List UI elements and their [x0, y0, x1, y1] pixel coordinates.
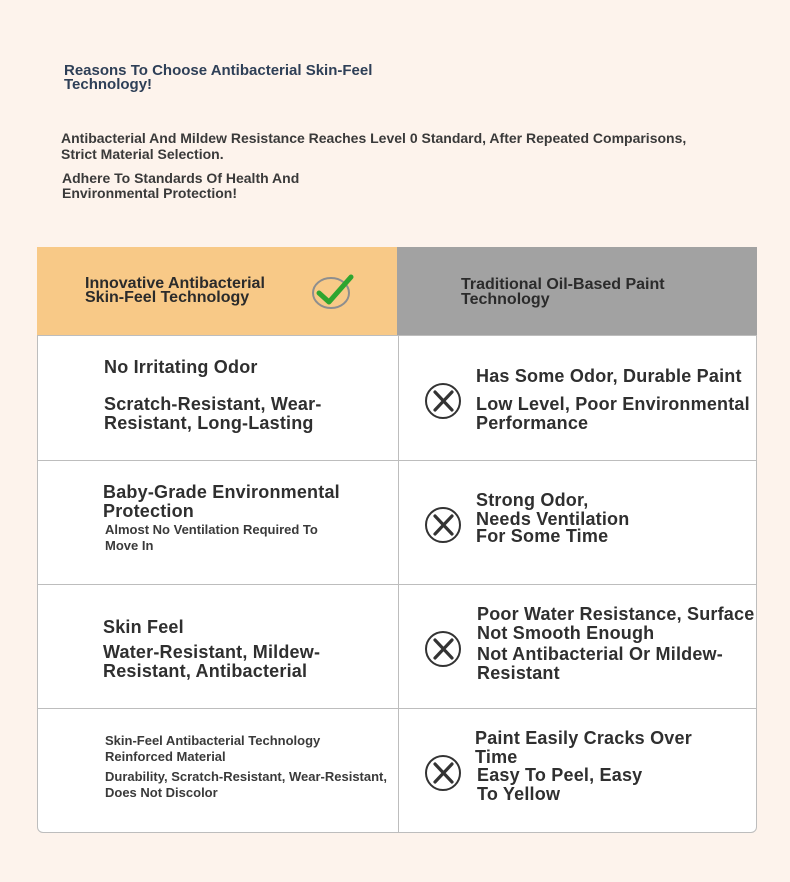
row-2-right-detail: For Some Time: [476, 526, 609, 546]
row-1-right-detail: Low Level, Poor Environmental Performance: [476, 394, 750, 433]
cross-circle-icon: [424, 506, 462, 544]
checkmark-icon: [310, 271, 356, 311]
row-4-left-title: Skin-Feel Antibacterial Technology Reinforced Material: [105, 733, 321, 764]
cross-circle-icon: [424, 754, 462, 792]
row-1-left-title: No Irritating Odor: [104, 357, 258, 377]
right-column-header: [397, 247, 757, 335]
row-2-left-title: Baby-Grade Environmental Protection: [103, 482, 340, 521]
right-header-label: Traditional Oil-Based Paint Technology: [461, 276, 665, 308]
row-2-left-detail: Almost No Ventilation Required To Move In: [105, 522, 318, 553]
row-3-left-title: Skin Feel: [103, 617, 184, 637]
row-4-left-detail: Durability, Scratch-Resistant, Wear-Resistant, Does Not Discolor: [105, 769, 387, 800]
row-1-left-detail: Scratch-Resistant, Wear-Resistant, Long-Lasting: [104, 394, 322, 433]
row-1-right-title: Has Some Odor, Durable Paint: [476, 366, 742, 386]
intro-text: Antibacterial And Mildew Resistance Reaches Level 0 Standard, After Repeated Comparisons, Strict Material Selection.: [61, 130, 687, 162]
row-divider: [38, 584, 756, 585]
intro-subtext: Adhere To Standards Of Health And Environmental Protection!: [62, 170, 300, 201]
row-divider: [38, 460, 756, 461]
comparison-table: [37, 247, 757, 833]
comparison-body: [37, 335, 757, 833]
left-column-header: [37, 247, 397, 335]
row-4-right-detail: Easy To Peel, Easy To Yellow: [477, 765, 643, 804]
cross-circle-icon: [424, 382, 462, 420]
cross-circle-icon: [424, 630, 462, 668]
row-3-right-detail: Not Antibacterial Or Mildew-Resistant: [477, 644, 723, 683]
left-header-label: Innovative Antibacterial Skin-Feel Technology: [85, 275, 265, 306]
row-3-right-title: Poor Water Resistance, Surface Not Smooth Enough: [477, 604, 755, 643]
row-3-left-detail: Water-Resistant, Mildew-Resistant, Antibacterial: [103, 642, 321, 681]
page-title: Reasons To Choose Antibacterial Skin-Feel Technology!: [64, 62, 373, 93]
row-4-right-title: Paint Easily Cracks Over Time: [475, 728, 692, 767]
row-2-right-title: Strong Odor, Needs Ventilation: [476, 490, 630, 529]
row-divider: [38, 708, 756, 709]
